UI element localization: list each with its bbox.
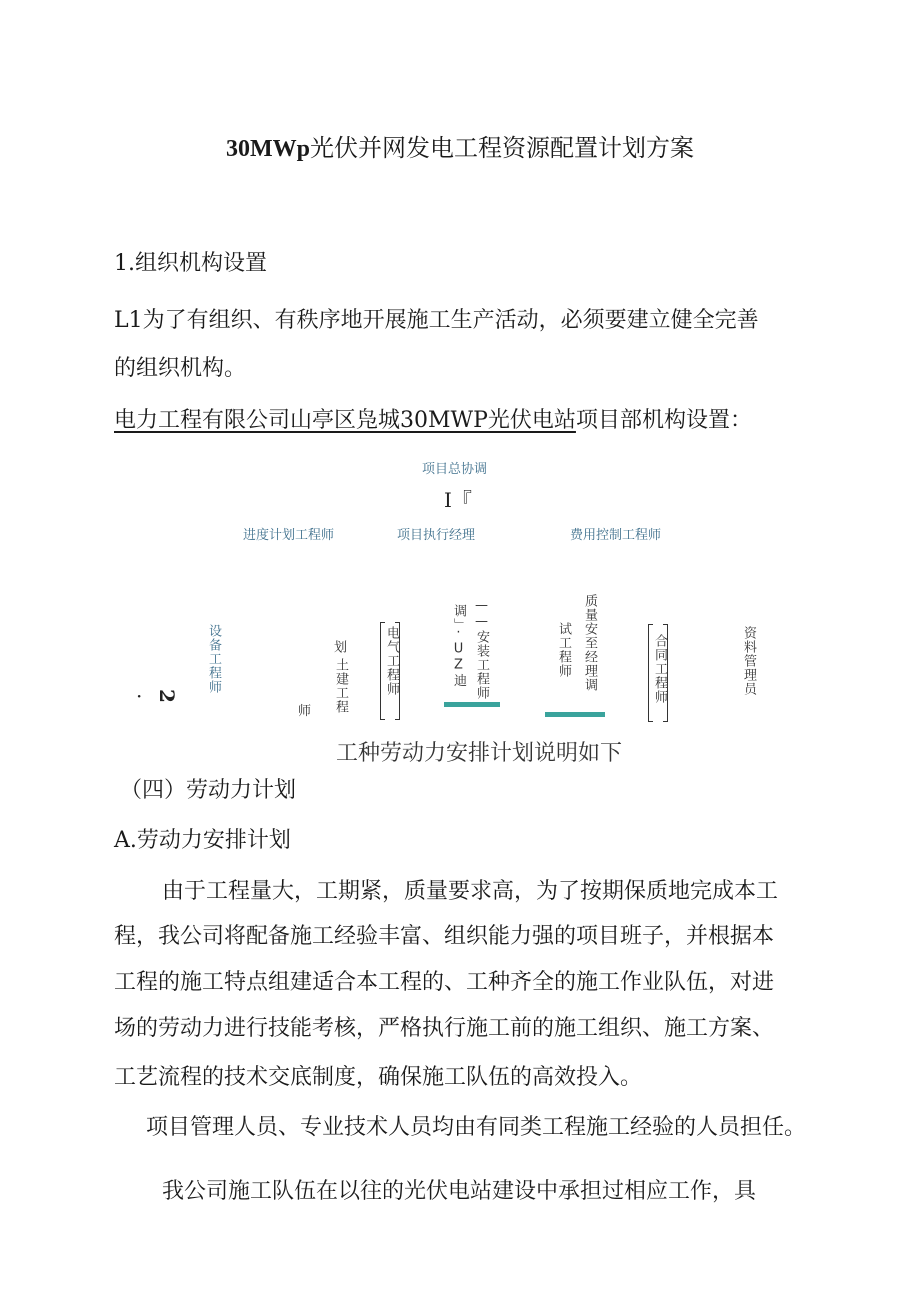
para4: 我公司施工队伍在以往的光伏电站建设中承担过相应工作，具 bbox=[162, 1179, 757, 1204]
org-heading-rest: 项目部机构设置： bbox=[575, 408, 752, 433]
para2-line5: 工艺流程的技术交底制度，确保施工队伍的高效投入。 bbox=[114, 1065, 643, 1090]
para1-line2: 的组织机构。 bbox=[114, 356, 247, 381]
section-1-heading: 1.组织机构设置 bbox=[114, 251, 267, 276]
title-rest: 光伏并网发电工程资源配置计划方案 bbox=[310, 134, 694, 162]
org-dot: · bbox=[136, 684, 143, 708]
org-project-manager: 项目执行经理 bbox=[397, 528, 476, 543]
org-schedule-engineer: 进度计划工程师 bbox=[243, 528, 335, 543]
org-civil-engineer: 土建工程 bbox=[333, 658, 348, 714]
org-number-mark: 2 bbox=[154, 689, 179, 703]
org-data-manager: 资料管理员 bbox=[741, 626, 756, 696]
title-bold: 30MWp bbox=[226, 136, 310, 162]
para1-line1: L1为了有组织、有秩序地开展施工生产活动，必须要建立健全完善 bbox=[114, 308, 759, 333]
org-debug: 调」·UZ迪 bbox=[451, 604, 466, 688]
org-teal-bar-1 bbox=[444, 702, 500, 707]
document-title bbox=[0, 128, 920, 163]
org-install-engineer: ——安装工程师 bbox=[474, 598, 489, 700]
org-electrical-engineer: 电气工程师 bbox=[384, 626, 399, 696]
org-test-engineer: 试工程师 bbox=[556, 622, 571, 678]
org-connector: I『 bbox=[444, 488, 472, 512]
org-civil-prefix: 划 bbox=[331, 640, 346, 654]
org-cost-engineer: 费用控制工程师 bbox=[570, 528, 662, 543]
org-equipment-engineer: 设备工程师 bbox=[206, 624, 221, 694]
para2-line4: 场的劳动力进行技能考核，严格执行施工前的施工组织、施工方案、 bbox=[114, 1016, 775, 1041]
org-shi: 师 bbox=[298, 704, 312, 719]
para2-line3: 工程的施工特点组建适合本工程的、工种齐全的施工作业队伍，对进 bbox=[114, 970, 775, 995]
org-teal-bar-2 bbox=[545, 712, 605, 717]
section-4-heading: （四）劳动力计划 bbox=[120, 778, 297, 803]
org-quality-manager: 质量安至经理调 bbox=[582, 594, 597, 692]
org-heading bbox=[114, 406, 752, 436]
para2-line2: 程，我公司将配备施工经验丰富、组织能力强的项目班子，并根据本 bbox=[114, 924, 775, 949]
overlay-line: 工种劳动力安排计划说明如下 bbox=[336, 741, 623, 766]
section-a-heading: A.劳动力安排计划 bbox=[114, 828, 291, 853]
org-heading-company: 电力工程有限公司山亭区凫城30MWP光伏电站 bbox=[114, 408, 576, 433]
org-contract-engineer: 合同工程师 bbox=[652, 634, 667, 704]
para2-line1: 由于工程量大，工期紧，质量要求高，为了按期保质地完成本工 bbox=[162, 879, 779, 904]
org-top-coordinator: 项目总协调 bbox=[422, 462, 488, 477]
para3: 项目管理人员、专业技术人员均由有同类工程施工经验的人员担任。 bbox=[146, 1115, 807, 1140]
